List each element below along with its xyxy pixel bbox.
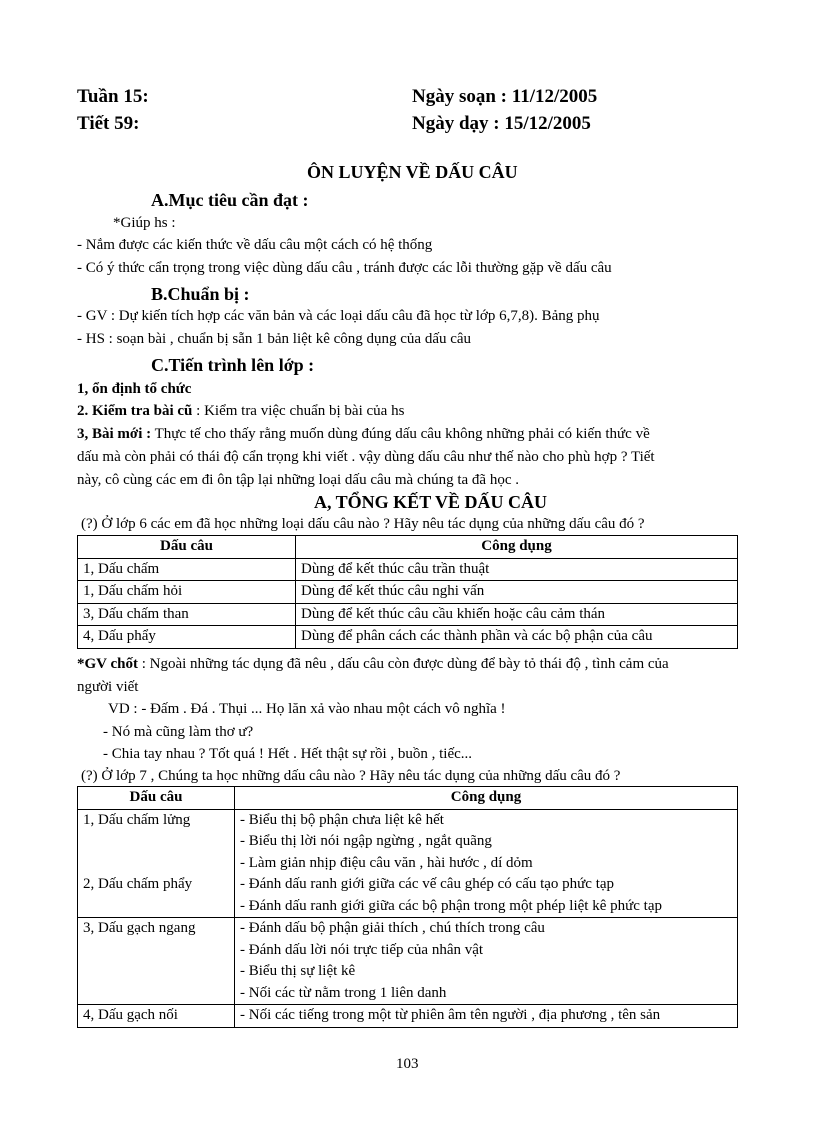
table-grade6-punctuation bbox=[77, 535, 738, 649]
punctuation-usage-cell bbox=[235, 1005, 738, 1028]
table-header-row bbox=[78, 787, 738, 810]
punctuation-name: 3, Dấu chấm than bbox=[78, 603, 296, 626]
usage-line: - Làm giản nhịp điệu câu văn , hài hước , dí dỏm bbox=[240, 854, 533, 871]
prep-date: Ngày soạn : 11/12/2005 bbox=[412, 86, 598, 107]
table-row bbox=[78, 558, 738, 581]
example-line: - Nó mà cũng làm thơ ư? bbox=[103, 724, 254, 740]
week-label: Tuần 15: bbox=[77, 86, 149, 107]
header-punctuation: Dấu câu bbox=[78, 536, 296, 559]
step-3-text: Thực tế cho thấy rằng muốn dùng đúng dấu câu không những phải có kiến thức về bbox=[151, 426, 650, 442]
header-punctuation: Dấu câu bbox=[78, 787, 235, 810]
objective-item: - Nắm được các kiến thức về dấu câu một cách có hệ thống bbox=[77, 237, 433, 253]
table-row bbox=[78, 581, 738, 604]
gv-note-label: *GV chốt bbox=[77, 656, 138, 672]
punctuation-usage-cell bbox=[235, 809, 738, 918]
preparation-item: - GV : Dự kiến tích hợp các văn bản và các loại dấu câu đã học từ lớp 6,7,8). Bảng phụ bbox=[77, 308, 600, 324]
punctuation-name-cell bbox=[78, 918, 235, 1005]
table-row bbox=[78, 626, 738, 649]
preparation-heading: B.Chuẩn bị : bbox=[151, 284, 250, 304]
gv-note-line: người viết bbox=[77, 679, 139, 695]
section-a-heading: A, TỔNG KẾT VỀ DẤU CÂU bbox=[314, 492, 548, 512]
usage-line: - Biểu thị lời nói ngập ngừng , ngắt quãng bbox=[240, 833, 492, 849]
punctuation-usage: Dùng để kết thúc câu nghi vấn bbox=[296, 581, 738, 604]
usage-line: - Biểu thị sự liệt kê bbox=[240, 963, 356, 979]
punctuation-name: 1, Dấu chấm lửng bbox=[83, 811, 191, 828]
punctuation-name: 2, Dấu chấm phẩy bbox=[83, 876, 193, 892]
example-line: VD : - Đấm . Đá . Thụi ... Họ lăn xả vào nhau một cách vô nghĩa ! bbox=[108, 701, 506, 717]
step-1: 1, ổn định tổ chức bbox=[77, 381, 192, 397]
objectives-heading: A.Mục tiêu cần đạt : bbox=[151, 190, 309, 210]
punctuation-name bbox=[83, 831, 229, 853]
punctuation-name bbox=[83, 853, 229, 875]
punctuation-name: 1, Dấu chấm bbox=[78, 558, 296, 581]
usage-line: - Đánh dấu ranh giới giữa các bộ phận trong một phép liệt kê phức tạp bbox=[240, 897, 662, 914]
table-header-row bbox=[78, 536, 738, 559]
punctuation-name: 4, Dấu gạch nối bbox=[83, 1007, 178, 1023]
step-2 bbox=[77, 401, 404, 421]
gv-note bbox=[77, 654, 669, 674]
punctuation-name bbox=[83, 896, 229, 918]
question-1: (?) Ở lớp 6 các em đã học những loại dấu câu nào ? Hãy nêu tác dụng của những dấu câu đó ? bbox=[81, 516, 645, 532]
step-3 bbox=[77, 424, 650, 444]
punctuation-name: 4, Dấu phẩy bbox=[78, 626, 296, 649]
step-2-label: 2. Kiểm tra bài cũ bbox=[77, 403, 193, 419]
gv-note-text: : Ngoài những tác dụng đã nêu , dấu câu còn được dùng để bày tỏ thái độ , tình cảm của bbox=[137, 656, 669, 672]
header-usage: Công dụng bbox=[296, 536, 738, 559]
objective-item: - Có ý thức cẩn trọng trong việc dùng dấu câu , tránh được các lỗi thường gặp về dấu câu bbox=[77, 260, 612, 276]
preparation-item: - HS : soạn bài , chuẩn bị sẵn 1 bản liệt kê công dụng của dấu câu bbox=[77, 331, 472, 347]
period-label: Tiết 59: bbox=[77, 113, 140, 134]
table-row bbox=[78, 809, 738, 918]
usage-line: - Nối các từ nằm trong 1 liên danh bbox=[240, 984, 447, 1001]
usage-line: - Đánh dấu lời nói trực tiếp của nhân vật bbox=[240, 941, 484, 958]
usage-line: - Đánh dấu bộ phận giải thích , chú thích trong câu bbox=[240, 920, 545, 936]
punctuation-name: 1, Dấu chấm hỏi bbox=[78, 581, 296, 604]
table-row bbox=[78, 603, 738, 626]
punctuation-name-cell bbox=[78, 1005, 235, 1028]
punctuation-usage: Dùng để kết thúc câu cầu khiến hoặc câu cảm thán bbox=[296, 603, 738, 626]
objectives-intro: *Giúp hs : bbox=[113, 215, 176, 231]
punctuation-usage-cell bbox=[235, 918, 738, 1005]
example-line: - Chia tay nhau ? Tốt quá ! Hết . Hết thật sự rồi , buồn , tiếc... bbox=[103, 746, 473, 762]
table-row bbox=[78, 1005, 738, 1028]
punctuation-usage: Dùng để kết thúc câu trần thuật bbox=[296, 558, 738, 581]
step-3-line: này, cô cùng các em đi ôn tập lại những loại dấu câu mà chúng ta đã học . bbox=[77, 472, 520, 488]
step-3-line: dấu mà còn phải có thái độ cẩn trọng khi viết . vậy dùng dấu câu như thế nào cho phù hợp ? Tiết bbox=[77, 449, 655, 465]
punctuation-usage: Dùng để phân cách các thành phần và các bộ phận của câu bbox=[296, 626, 738, 649]
usage-line: - Đánh dấu ranh giới giữa các vế câu ghép có cấu tạo phức tạp bbox=[240, 876, 615, 892]
usage-line: - Nối các tiếng trong một từ phiên âm tên người , địa phương , tên sản bbox=[240, 1007, 661, 1023]
table-grade7-punctuation bbox=[77, 786, 738, 1028]
step-2-text: : Kiểm tra việc chuẩn bị bài của hs bbox=[192, 403, 405, 419]
punctuation-name: 3, Dấu gạch ngang bbox=[83, 920, 196, 936]
page-title: ÔN LUYỆN VỀ DẤU CÂU bbox=[307, 162, 518, 182]
step-3-label: 3, Bài mới : bbox=[77, 426, 152, 442]
question-2: (?) Ở lớp 7 , Chúng ta học những dấu câu nào ? Hãy nêu tác dụng của những dấu câu đó ? bbox=[81, 768, 621, 784]
page-number: 103 bbox=[396, 1056, 419, 1072]
process-heading: C.Tiến trình lên lớp : bbox=[151, 355, 315, 375]
header-usage: Công dụng bbox=[235, 787, 738, 810]
teach-date: Ngày dạy : 15/12/2005 bbox=[412, 113, 591, 134]
table-row bbox=[78, 918, 738, 1005]
usage-line: - Biểu thị bộ phận chưa liệt kê hết bbox=[240, 811, 444, 828]
punctuation-name-cell bbox=[78, 809, 235, 918]
